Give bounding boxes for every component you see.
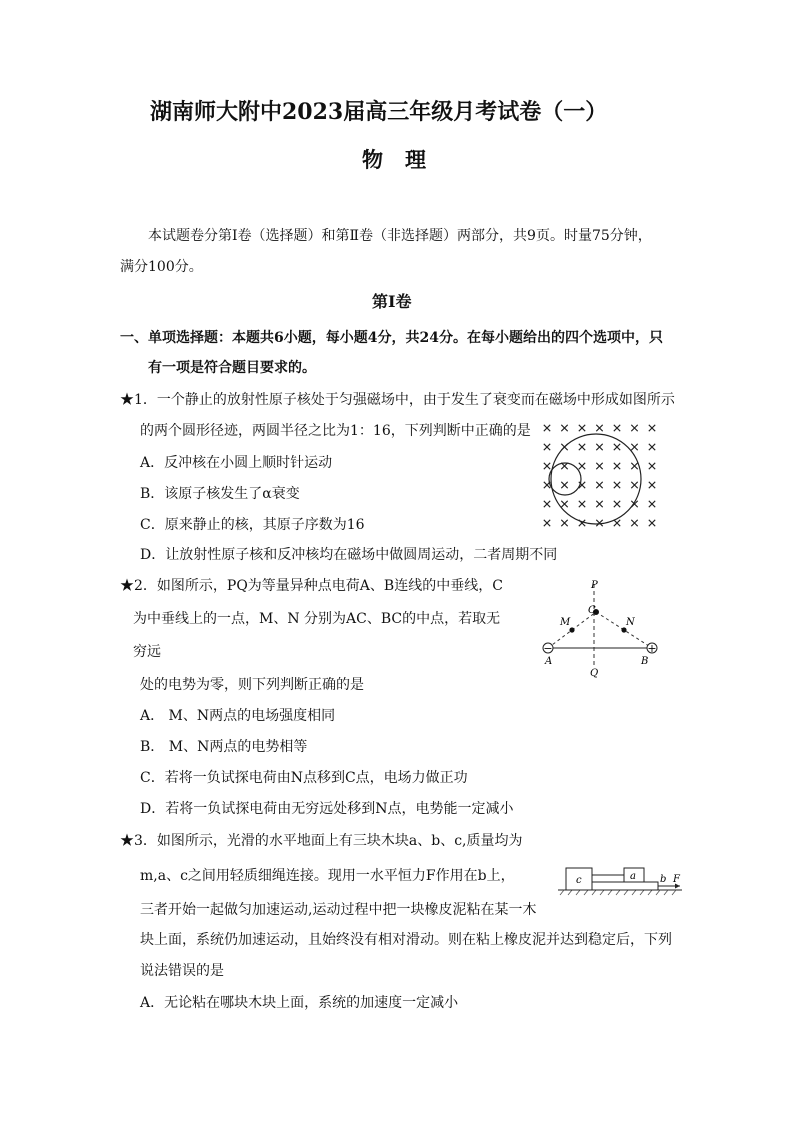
- q1-option-c: C．原来静止的核，其原子序数为16: [140, 517, 365, 533]
- label-m: M: [560, 617, 571, 628]
- point-n: [621, 627, 626, 632]
- q2-stem-line-3: 穷远: [133, 644, 161, 660]
- q2-stem-line-4: 处的电势为零，则下列判断正确的是: [140, 677, 364, 693]
- ground-hatch: [560, 890, 676, 895]
- q2-option-a: A． M、N两点的电场强度相同: [140, 708, 336, 724]
- q1-stem-line-2: 的两个圆形径迹，两圆半径之比为1：16，下列判断中正确的是: [140, 423, 531, 439]
- part-one-line-1: 一、单项选择题：本题共6小题，每小题4分，共24分。在每小题给出的四个选项中，只: [120, 330, 663, 346]
- q2-option-c: C．若将一负试探电荷由N点移到C点，电场力做正功: [140, 770, 468, 786]
- point-m: [569, 627, 574, 632]
- section-title: 第Ⅰ卷: [372, 292, 412, 311]
- label-block-c: c: [576, 875, 582, 886]
- q2-stem-line-1: ★2．如图所示，PQ为等量异种点电荷A、B连线的中垂线，C: [120, 578, 503, 594]
- page-title: 湖南师大附中2023届高三年级月考试卷（一）: [150, 99, 608, 125]
- magnetic-field-x-marks: [544, 425, 655, 526]
- label-p: P: [591, 580, 598, 591]
- intro-line-1: 本试题卷分第Ⅰ卷（选择题）和第Ⅱ卷（非选择题）两部分，共9页。时量75分钟，: [148, 228, 652, 244]
- q3-blocks-diagram: [556, 862, 686, 898]
- q2-charges-diagram: [538, 578, 662, 678]
- q3-stem-line-3: 三者开始一起做匀加速运动,运动过程中把一块橡皮泥粘在某一木: [140, 902, 537, 918]
- q3-stem-line-2: m,a、c之间用轻质细绳连接。现用一水平恒力F作用在b上，: [140, 868, 515, 884]
- q1-option-a: A．反冲核在小圆上顺时针运动: [140, 455, 333, 471]
- label-n: N: [626, 617, 635, 628]
- q3-stem-line-1: ★3．如图所示，光滑的水平地面上有三块木块a、b、c,质量均为: [120, 833, 523, 849]
- label-block-a: a: [630, 871, 636, 882]
- q2-stem-line-2: 为中垂线上的一点，M、N 分别为AC、BC的中点，若取无: [133, 611, 501, 627]
- label-b: B: [641, 656, 649, 667]
- q3-stem-line-4: 块上面，系统仍加速运动，且始终没有相对滑动。则在粘上橡皮泥并达到稳定后，下列: [140, 932, 672, 948]
- q1-stem-line-1: ★1．一个静止的放射性原子核处于匀强磁场中，由于发生了衰变而在磁场中形成如图所示: [120, 392, 675, 408]
- q3-option-a: A．无论粘在哪块木块上面，系统的加速度一定减小: [140, 995, 459, 1011]
- charge-b-sign: +: [647, 642, 657, 655]
- block-b: [592, 882, 658, 890]
- intro-line-2: 满分100分。: [120, 259, 203, 275]
- large-track-circle: [551, 434, 641, 524]
- q1-option-b: B．该原子核发生了α衰变: [140, 486, 300, 502]
- part-one-line-2: 有一项是符合题目要求的。: [148, 360, 316, 376]
- q1-option-d: D．让放射性原子核和反冲核均在磁场中做圆周运动，二者周期不同: [140, 547, 558, 563]
- q3-stem-line-5: 说法错误的是: [140, 963, 224, 979]
- small-track-circle: [549, 463, 581, 495]
- label-a: A: [545, 656, 553, 667]
- q1-magnetic-field-diagram: [538, 418, 662, 538]
- label-c: C: [588, 605, 596, 616]
- label-q: Q: [590, 668, 599, 679]
- label-force: F: [673, 874, 680, 885]
- subject-title: 物理: [362, 147, 448, 172]
- label-block-b: b: [660, 874, 667, 885]
- charge-a-sign: −: [543, 642, 553, 655]
- q2-option-d: D．若将一负试探电荷由无穷远处移到N点，电势能一定减小: [140, 801, 514, 817]
- q2-option-b: B． M、N两点的电势相等: [140, 739, 308, 755]
